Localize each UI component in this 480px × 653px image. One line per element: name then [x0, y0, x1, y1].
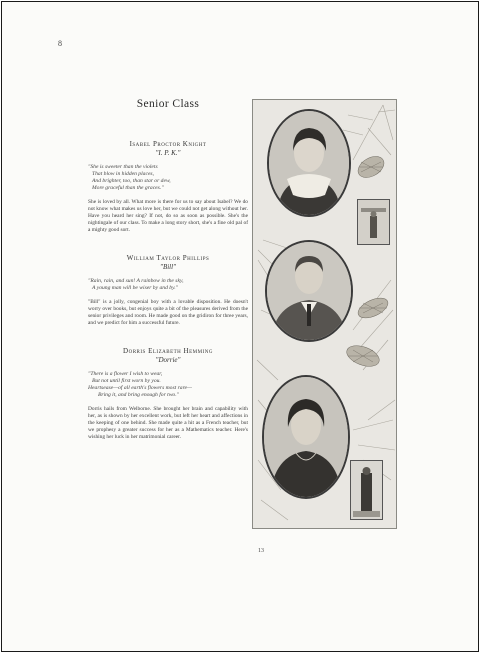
quote-poem	[88, 164, 248, 192]
student-nickname: "Bill"	[160, 263, 176, 271]
student-name: Dorris Elizabeth Hemming	[123, 347, 213, 355]
snapshot-photo	[350, 460, 383, 520]
student-name: Isabel Proctor Knight	[129, 140, 207, 148]
poem-line: "Rain, rain, and sun! A rainbow in the sky,	[88, 278, 184, 284]
senior-entry	[88, 254, 248, 327]
student-name: William Taylor Phillips	[126, 254, 210, 262]
pine-cone-icon	[344, 152, 391, 370]
poem-line: "There is a flower I wish to wear,	[88, 371, 163, 377]
poem-line: Bring it, and bring enough for two."	[98, 392, 179, 398]
poem-line: Heartsease—of all earth's flowers most rare—	[88, 385, 193, 391]
poem-line: "She is sweeter than the violets	[88, 164, 158, 170]
student-description: Dorris hails from Welborne. She brought her brain and capability with her, as is shown by her excellent work, but left her heart and affections in the keeping of one behind. She made quite a hit as a French teacher, but we prophesy a greater success for her as a Mathematics teacher. Here's wishing her luck in her matrimonial career.	[88, 406, 248, 440]
student-description: She is loved by all. What more is there for us to say about Isabel? We do not know what makes us love her, but we could not get along without her. Have you heard her sing? If not, do so as soon as possible. She's the nightingale of our class. To make a long story short, she's a fine old pal of a mighty good sort.	[88, 199, 248, 233]
photo-panel	[252, 99, 397, 529]
poem-line: A young man will be wiser by and by."	[92, 285, 178, 291]
corner-mark: 8	[58, 39, 62, 48]
senior-entry	[88, 347, 248, 441]
page-number: 13	[258, 548, 264, 554]
poem-line: And brighter, too, than star or dew,	[92, 178, 171, 184]
quote-poem	[88, 278, 248, 292]
portrait-photo	[267, 109, 351, 217]
student-description: "Bill" is a jolly, congenial boy with a lovable disposition. He doesn't worry over books, but enjoys quite a bit of the pleasures derived from the senior privileges and room. He made good on the gridiron for three years, and we predict for him a successful future.	[88, 299, 248, 326]
student-nickname: "Dorrie"	[155, 356, 181, 364]
snapshot-photo	[357, 199, 390, 245]
poem-line: More graceful than the graces."	[92, 185, 164, 191]
section-title: Senior Class	[136, 98, 200, 110]
text-column	[88, 92, 248, 461]
quote-poem	[88, 371, 248, 399]
poem-line: But not until first worn by you.	[92, 378, 161, 384]
portrait-photo	[265, 240, 353, 342]
page-frame	[1, 1, 479, 652]
portrait-photo	[262, 375, 350, 499]
student-nickname: "I. P. K."	[155, 149, 181, 157]
senior-entry	[88, 140, 248, 234]
poem-line: That blow in hidden places,	[92, 171, 154, 177]
